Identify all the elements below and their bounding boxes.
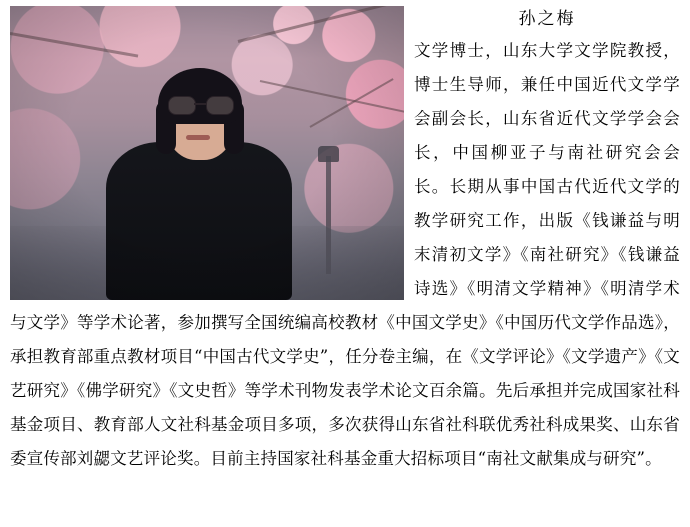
photo-background	[10, 6, 404, 300]
portrait-photo	[10, 6, 404, 300]
photo-vignette	[10, 6, 404, 300]
biography-paragraph: 文学博士，山东大学文学院教授，博士生导师，兼任中国近代文学学会副会长，山东省近代文学学会会长，中国柳亚子与南社研究会会长。长期从事中国古代近代文学的教学研究工作，出版《钱谦益与明末清初文学》《南社研究》《钱谦益诗选》《明清文学精神》《明清学术与文学》等学术论著，参加撰写全国统编高校教材《中国文学史》《中国历代文学作品选》，承担教育部重点教材项目“中国古代文学史”，任分卷主编，在《文学评论》《文学遗产》《文艺研究》《佛学研究》《文史哲》等学术刊物发表学术论文百余篇。先后承担并完成国家社科基金项目、教育部人文社科基金项目多项，多次获得山东省社科联优秀社科成果奖、山东省委宣传部刘勰文艺评论奖。目前主持国家社科基金重大招标项目“南社文献集成与研究”。	[10, 41, 680, 468]
page-title: 孙之梅	[518, 9, 576, 29]
